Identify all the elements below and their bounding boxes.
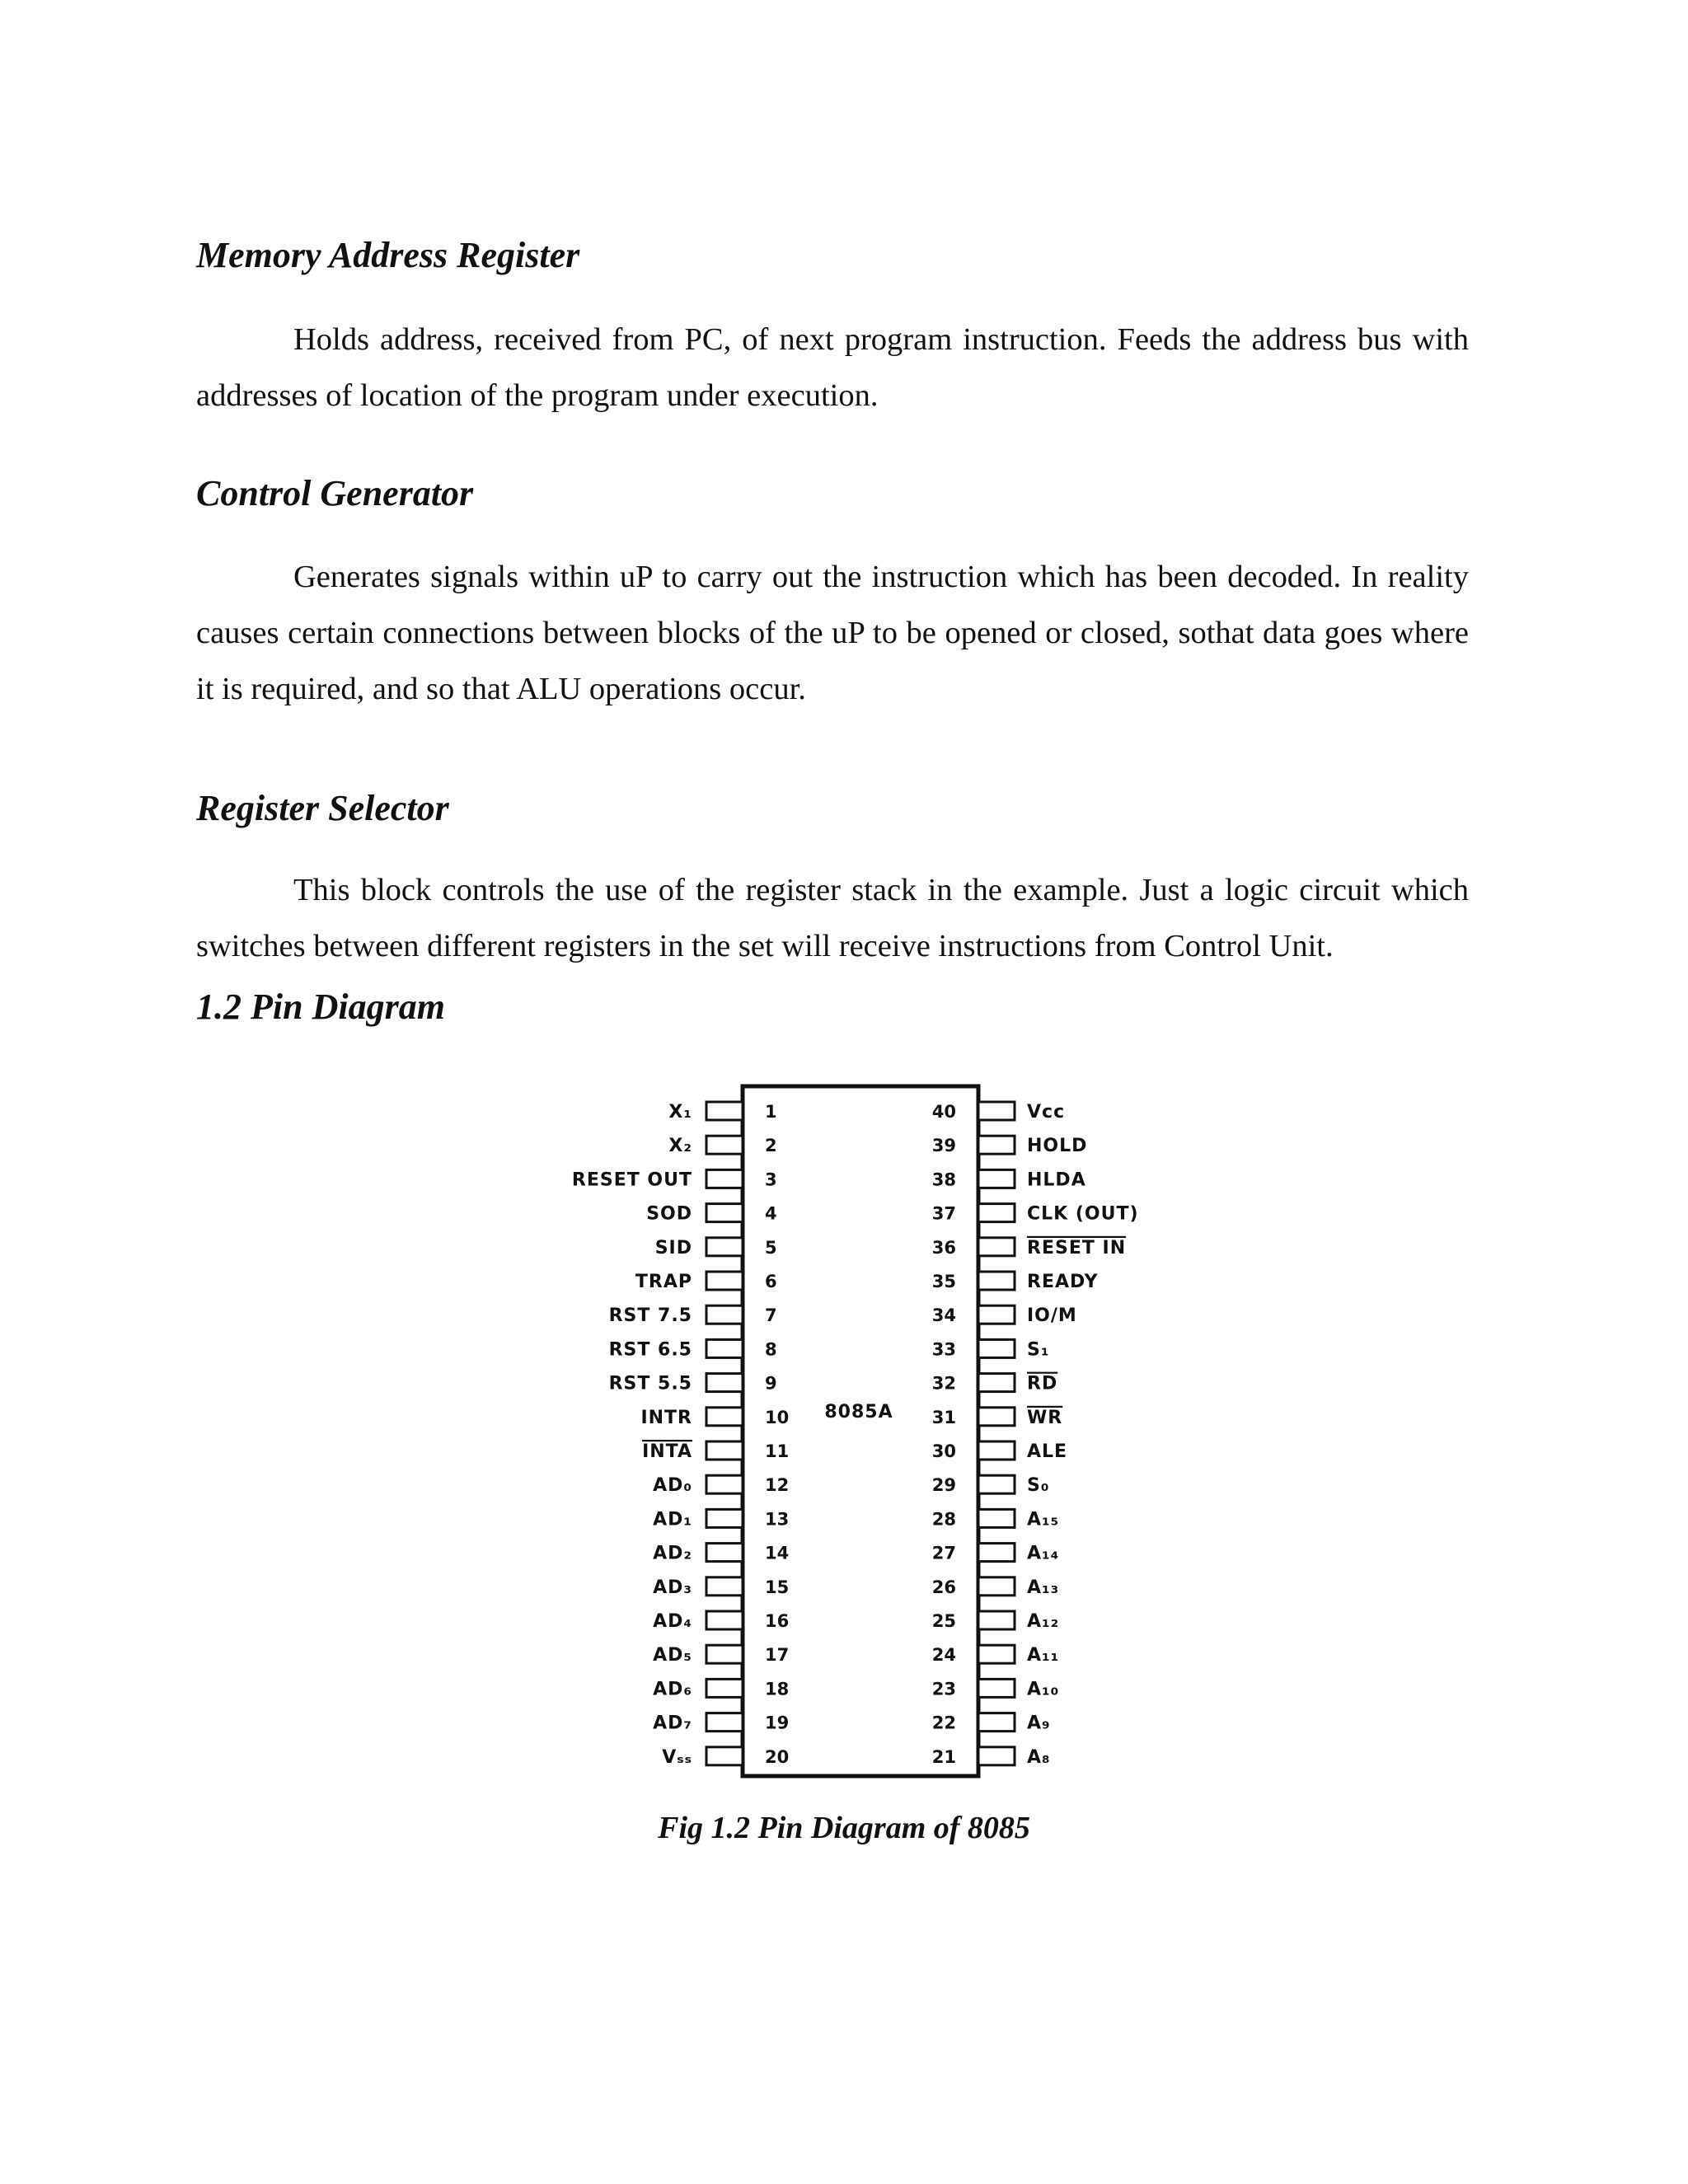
- pin-stub-left-5: [706, 1238, 743, 1256]
- pin-stub-right-40: [978, 1102, 1015, 1120]
- pin-stub-right-30: [978, 1441, 1015, 1460]
- pin-number: 7: [765, 1305, 777, 1326]
- pin-label: AD₁: [653, 1509, 692, 1530]
- pin-label: AD₆: [653, 1679, 692, 1700]
- pin-stub-right-22: [978, 1713, 1015, 1732]
- pin-stub-right-37: [978, 1204, 1015, 1222]
- pin-label: SID: [654, 1237, 692, 1258]
- pin-label: RD: [1027, 1373, 1058, 1394]
- pin-label: INTR: [640, 1407, 692, 1428]
- pin-label: X₁: [668, 1102, 692, 1122]
- pin-number: 14: [765, 1543, 790, 1563]
- pin-stub-left-14: [706, 1544, 743, 1562]
- pin-number: 32: [931, 1373, 956, 1394]
- pin-number: 40: [931, 1102, 956, 1122]
- pin-number: 22: [931, 1713, 956, 1733]
- pin-label: RESET IN: [1027, 1237, 1127, 1258]
- pin-stub-right-38: [978, 1169, 1015, 1188]
- pin-number: 19: [765, 1713, 790, 1733]
- pin-label: AD₅: [653, 1645, 692, 1666]
- pin-number: 5: [765, 1237, 777, 1258]
- pin-label: RST 7.5: [608, 1305, 692, 1327]
- pin-number: 24: [931, 1645, 956, 1666]
- pin-number: 8: [765, 1339, 777, 1360]
- pin-stub-right-27: [978, 1544, 1015, 1562]
- pin-number: 15: [765, 1577, 790, 1597]
- pin-stub-left-7: [706, 1305, 743, 1324]
- pin-stub-left-8: [706, 1339, 743, 1357]
- pin-stub-left-15: [706, 1577, 743, 1596]
- pin-label: ALE: [1027, 1441, 1068, 1462]
- pin-number: 4: [765, 1203, 777, 1224]
- pin-stub-right-25: [978, 1611, 1015, 1629]
- pin-diagram-heading: 1.2 Pin Diagram: [196, 987, 445, 1027]
- section-heading-memory-address-register: Memory Address Register: [196, 235, 580, 275]
- pin-stub-left-4: [706, 1204, 743, 1222]
- pin-label: INTA: [642, 1441, 692, 1462]
- pin-number: 1: [765, 1102, 777, 1122]
- section-heading-control-generator: Control Generator: [196, 473, 474, 513]
- chip-body: [743, 1086, 978, 1776]
- pin-label: S₀: [1027, 1475, 1050, 1497]
- pin-number: 20: [765, 1746, 790, 1767]
- pin-stub-right-34: [978, 1305, 1015, 1324]
- pin-number: 31: [931, 1407, 956, 1427]
- pin-stub-right-39: [978, 1136, 1015, 1154]
- pin-stub-left-9: [706, 1374, 743, 1392]
- pin-number: 11: [765, 1441, 790, 1461]
- pin-stub-left-18: [706, 1679, 743, 1697]
- pin-number: 2: [765, 1136, 777, 1156]
- pin-label: CLK (OUT): [1027, 1203, 1139, 1225]
- pin-stub-left-13: [706, 1509, 743, 1527]
- pin-label: RESET OUT: [571, 1169, 692, 1191]
- pin-label: WR: [1027, 1407, 1063, 1428]
- pin-number: 12: [765, 1475, 790, 1496]
- pin-number: 18: [765, 1679, 790, 1699]
- chip-name: 8085A: [824, 1402, 893, 1422]
- pin-stub-right-35: [978, 1272, 1015, 1290]
- pin-stub-right-28: [978, 1509, 1015, 1527]
- pin-number: 34: [931, 1305, 956, 1326]
- pin-stub-left-6: [706, 1272, 743, 1290]
- section-text-memory-address-register: Holds address, received from PC, of next program instruction. Feeds the address bus with addresses of location of the program under execution.: [196, 322, 1469, 413]
- pin-label: A₁₀: [1027, 1679, 1060, 1700]
- pin-number: 13: [765, 1509, 790, 1530]
- pin-stub-right-31: [978, 1408, 1015, 1426]
- pin-label: SOD: [646, 1203, 692, 1225]
- pin-number: 27: [931, 1543, 956, 1563]
- pin-number: 25: [931, 1611, 956, 1631]
- pin-stub-left-17: [706, 1645, 743, 1663]
- pin-label: READY: [1027, 1272, 1099, 1292]
- pin-label: A₁₁: [1027, 1645, 1060, 1666]
- pin-stub-right-26: [978, 1577, 1015, 1596]
- pin-label: TRAP: [635, 1272, 692, 1292]
- section-heading-register-selector: Register Selector: [196, 788, 449, 828]
- pin-stub-left-2: [706, 1136, 743, 1154]
- pin-stub-right-36: [978, 1238, 1015, 1256]
- pin-label: Vcc: [1027, 1102, 1066, 1122]
- pin-label: IO/M: [1027, 1305, 1077, 1327]
- pin-stub-right-29: [978, 1475, 1015, 1493]
- pin-number: 33: [931, 1339, 956, 1360]
- pin-label: A₉: [1027, 1713, 1051, 1734]
- pin-stub-left-12: [706, 1475, 743, 1493]
- pin-number: 21: [931, 1746, 956, 1767]
- pin-number: 37: [931, 1203, 956, 1224]
- pin-number: 39: [931, 1136, 956, 1156]
- pin-number: 9: [765, 1373, 777, 1394]
- pin-number: 26: [931, 1577, 956, 1597]
- pin-number: 35: [931, 1272, 956, 1291]
- section-text-register-selector: This block controls the use of the register stack in the example. Just a logic circuit which switches between different registers in the set will receive instructions from Control Unit.: [196, 873, 1469, 963]
- pin-label: RST 6.5: [608, 1339, 692, 1361]
- pin-stub-left-3: [706, 1169, 743, 1188]
- pin-label: A₁₄: [1027, 1543, 1060, 1564]
- pin-stub-right-23: [978, 1679, 1015, 1697]
- pin-number: 28: [931, 1509, 956, 1530]
- pin-stub-right-33: [978, 1339, 1015, 1357]
- figure-caption: Fig 1.2 Pin Diagram of 8085: [658, 1811, 1030, 1845]
- pin-stub-left-11: [706, 1441, 743, 1460]
- pin-number: 30: [931, 1441, 956, 1461]
- pin-number: 17: [765, 1645, 790, 1666]
- section-text-control-generator: Generates signals within uP to carry out the instruction which has been decoded. In reality causes certain connections between blocks of the uP to be opened or closed, sothat data goes where it is required, and so that ALU operations occur.: [196, 560, 1469, 706]
- pin-label: AD₄: [653, 1611, 692, 1632]
- pin-label: A₁₅: [1027, 1509, 1060, 1530]
- pin-label: AD₃: [653, 1577, 692, 1598]
- pin-label: A₁₂: [1027, 1611, 1060, 1632]
- pin-stub-right-32: [978, 1374, 1015, 1392]
- pin-label: Vₛₛ: [662, 1746, 692, 1768]
- pin-label: HLDA: [1027, 1169, 1086, 1191]
- pin-label: AD₂: [653, 1543, 692, 1564]
- pin-label: S₁: [1027, 1339, 1050, 1361]
- pin-stub-right-24: [978, 1645, 1015, 1663]
- pin-stub-left-1: [706, 1102, 743, 1120]
- pin-number: 29: [931, 1475, 956, 1496]
- pin-number: 16: [765, 1611, 790, 1631]
- pin-label: A₈: [1027, 1746, 1051, 1768]
- pin-stub-left-10: [706, 1408, 743, 1426]
- pin-label: RST 5.5: [608, 1373, 692, 1394]
- pin-number: 3: [765, 1169, 777, 1190]
- pin-number: 10: [765, 1407, 790, 1427]
- pin-number: 38: [931, 1169, 956, 1190]
- pin-label: X₂: [668, 1136, 692, 1157]
- pin-stub-left-16: [706, 1611, 743, 1629]
- pin-label: HOLD: [1027, 1136, 1088, 1157]
- pin-stub-right-21: [978, 1747, 1015, 1765]
- pin-number: 36: [931, 1237, 956, 1258]
- pin-stub-left-19: [706, 1713, 743, 1732]
- pin-number: 23: [931, 1679, 956, 1699]
- pin-label: A₁₃: [1027, 1577, 1060, 1598]
- pin-stub-left-20: [706, 1747, 743, 1765]
- pin-label: AD₇: [653, 1713, 692, 1734]
- pin-label: AD₀: [653, 1475, 692, 1497]
- pin-number: 6: [765, 1272, 777, 1291]
